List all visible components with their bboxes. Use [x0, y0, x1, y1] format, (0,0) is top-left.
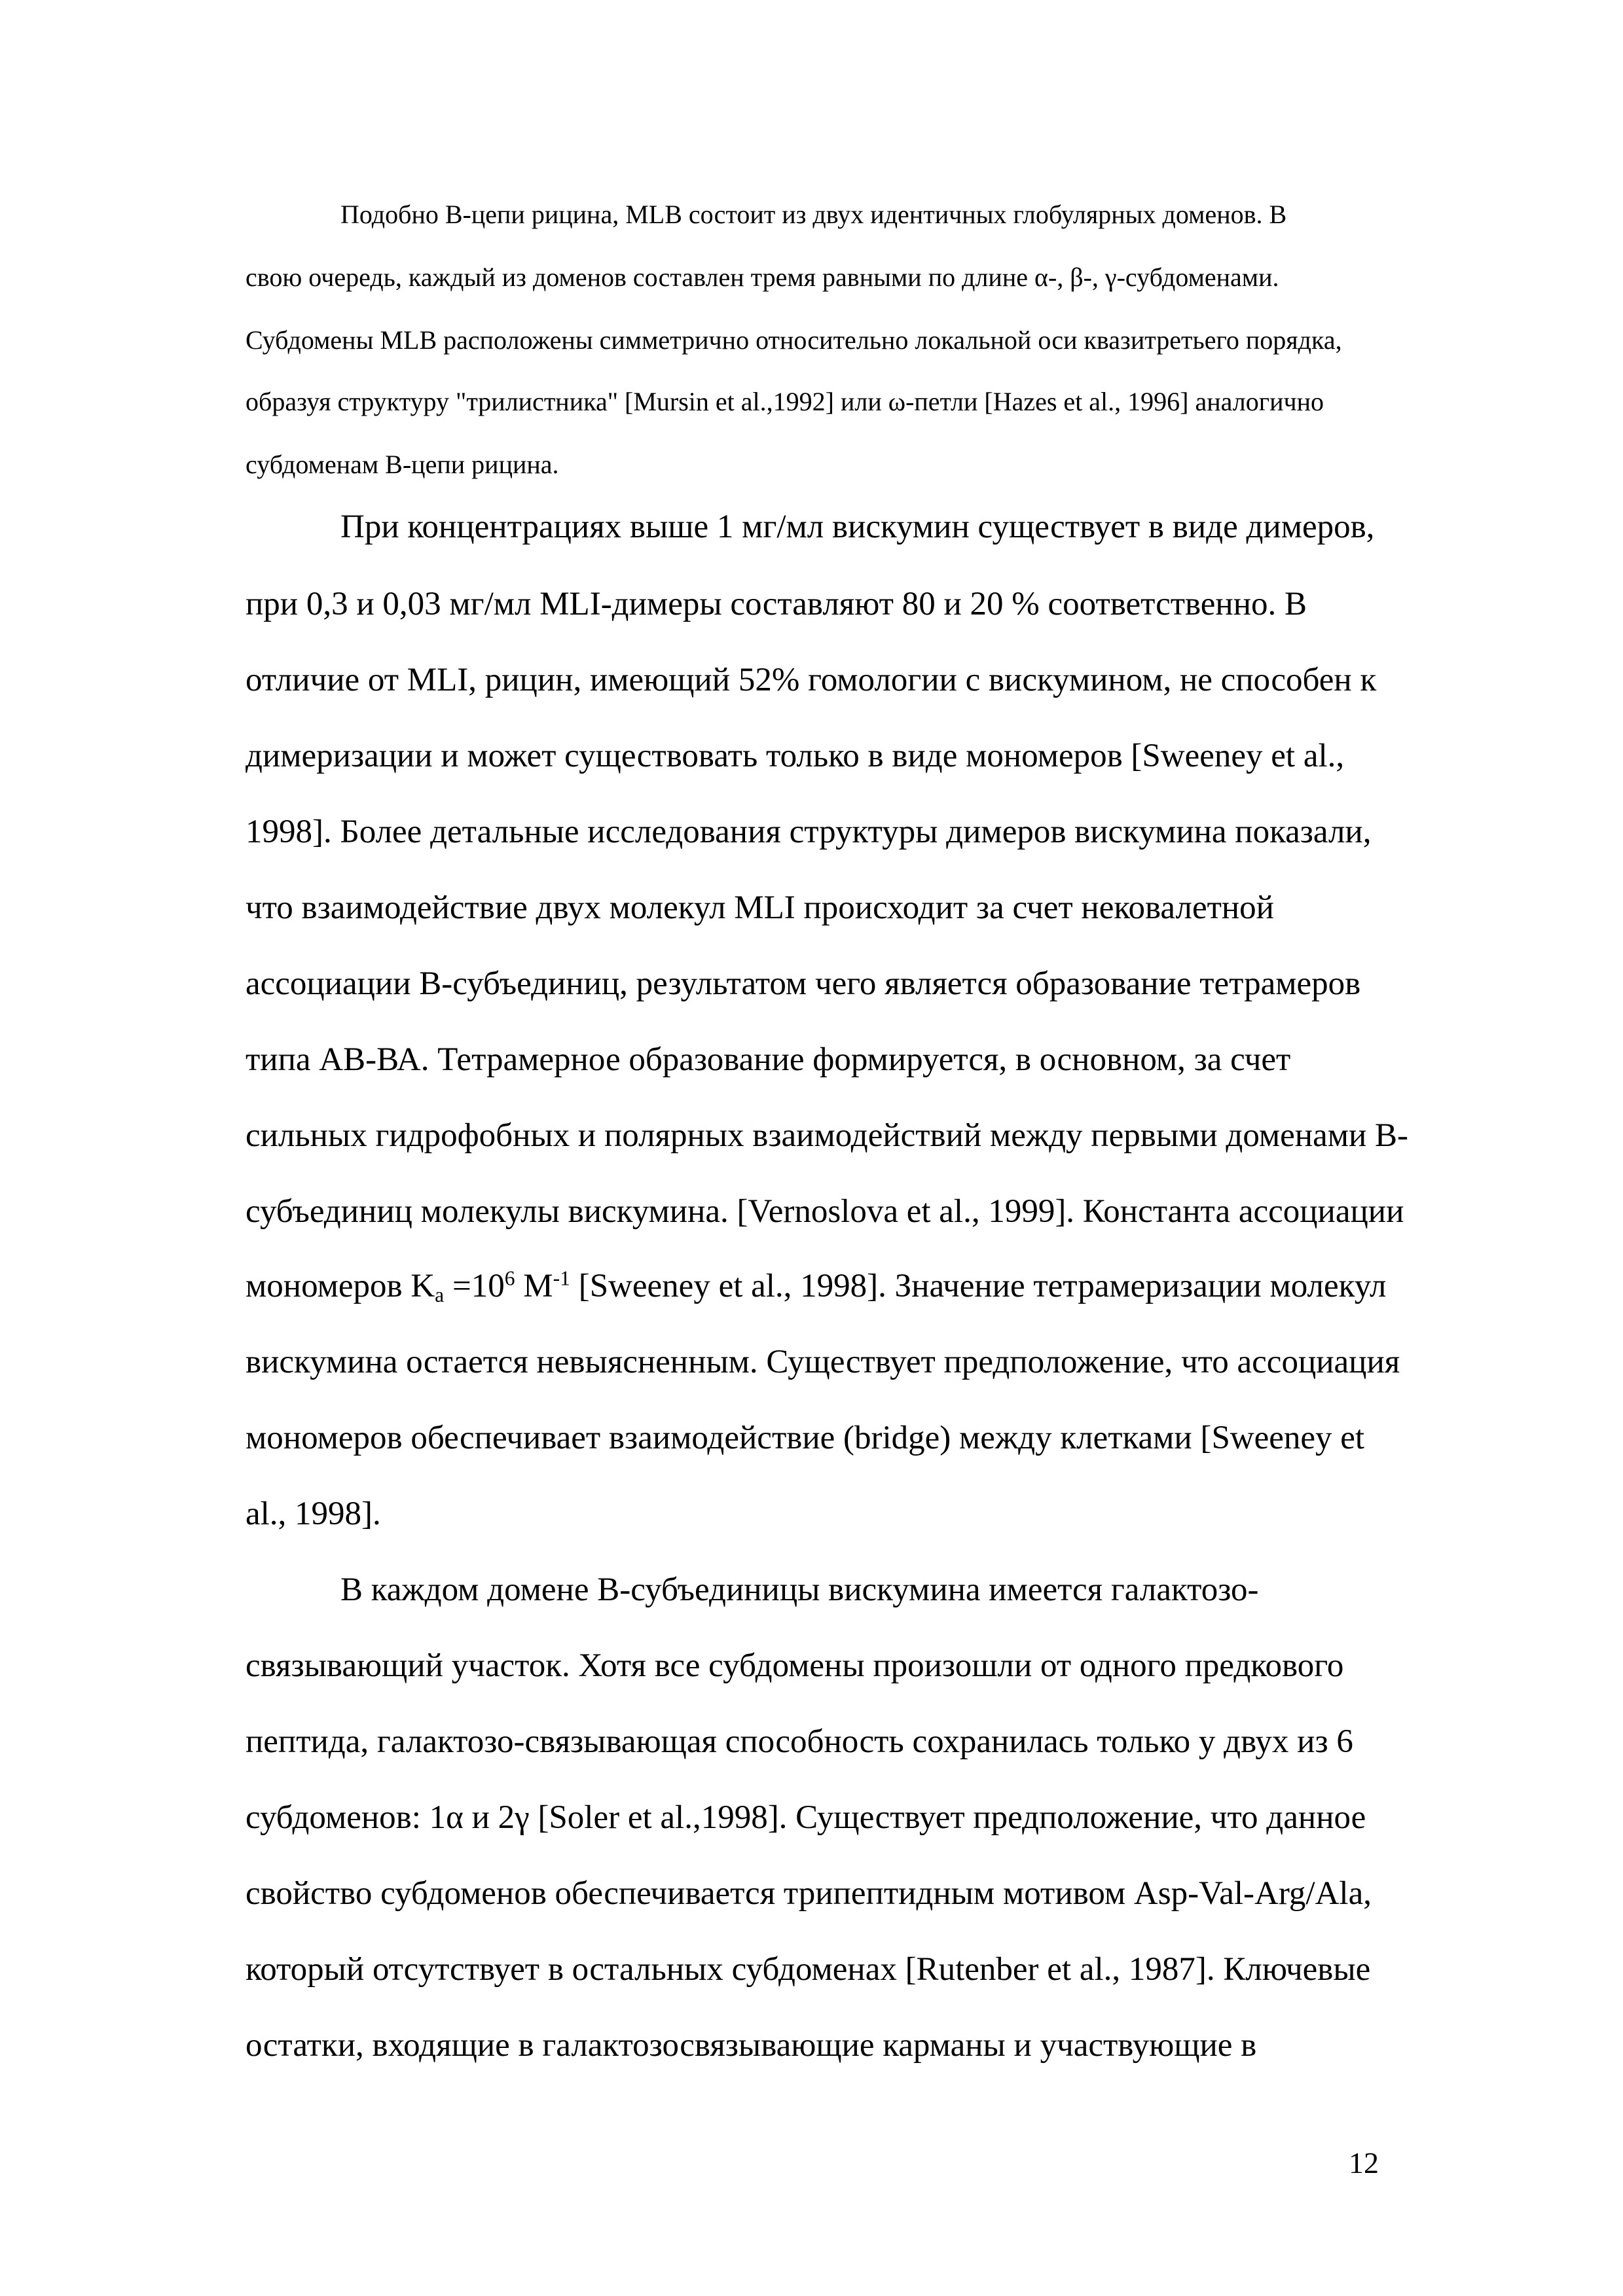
text-line: мономеров обеспечивает взаимодействие (bridge) между клетками [Sweeney et	[246, 1420, 1365, 1456]
text-line: субъединиц молекулы вискумина. [Vernoslova et al., 1999]. Константа ассоциации	[246, 1193, 1404, 1230]
text-line: при 0,3 и 0,03 мг/мл MLI-димеры составляют 80 и 20 % соответственно. В	[246, 586, 1307, 622]
text-line: типа АВ-ВА. Тетрамерное образование формируется, в основном, за счет	[246, 1041, 1291, 1078]
text-line: связывающий участок. Хотя все субдомены произошли от одного предкового	[246, 1647, 1344, 1684]
text-line: свою очередь, каждый из доменов составлен тремя равными по длине α-, β-, γ-субдоменами.	[246, 262, 1279, 292]
text-line: свойство субдоменов обеспечивается трипептидным мотивом Asp-Val-Arg/Ala,	[246, 1875, 1372, 1912]
equation-equals: =10	[444, 1268, 505, 1304]
text-line: субдоменов: 1α и 2γ [Soler et al.,1998]. Существует предположение, что данное	[246, 1799, 1366, 1836]
text-line: сильных гидрофобных и полярных взаимодействий между первыми доменами В-	[246, 1117, 1409, 1154]
text-line: 1998]. Более детальные исследования структуры димеров вискумина показали,	[246, 814, 1372, 850]
text-line: который отсутствует в остальных субдоменах [Rutenber et al., 1987]. Ключевые	[246, 1951, 1371, 1988]
text-line: В каждом домене В-субъединицы вискумина имеется галактозо-	[340, 1571, 1259, 1608]
text-line: что взаимодействие двух молекул MLI происходит за счет нековалетной	[246, 889, 1274, 926]
text-line: Подобно В-цепи рицина, MLB состоит из двух идентичных глобулярных доменов. В	[340, 200, 1287, 229]
text-line: al., 1998].	[246, 1496, 381, 1532]
text-line: При концентрациях выше 1 мг/мл вискумин существует в виде димеров,	[340, 509, 1375, 545]
text-line: образуя структуру "трилистника" [Mursin et al.,1992] или ω-петли [Hazes et al., 1996] аналогично	[246, 387, 1324, 416]
text-line: пептида, галактозо-связывающая способность сохранилась только у двух из 6	[246, 1723, 1353, 1760]
text-line: субдоменам В-цепи рицина.	[246, 450, 559, 479]
text-line: вискумина остается невыясненным. Существует предположение, что ассоциация	[246, 1344, 1400, 1380]
page-number: 12	[1349, 2146, 1379, 2179]
equation-prefix: мономеров K	[246, 1268, 435, 1304]
equation-exponent: 6	[504, 1266, 515, 1290]
equation-unit: M	[515, 1268, 553, 1304]
equation-subscript: a	[435, 1283, 445, 1306]
text-line: ассоциации В-субъединиц, результатом чего является образование тетрамеров	[246, 965, 1361, 1002]
text-line: димеризации и может существовать только в виде мономеров [Sweeney et al.,	[246, 738, 1345, 774]
text-line: Субдомены MLB расположены симметрично относительно локальной оси квазитретьего порядка,	[246, 325, 1342, 355]
text-line: отличие от MLI, рицин, имеющий 52% гомологии с вискумином, не способен к	[246, 662, 1377, 698]
equation-unit-exponent: -1	[553, 1266, 570, 1290]
equation-suffix: [Sweeney et al., 1998]. Значение тетрамеризации молекул	[570, 1268, 1387, 1304]
equation-line	[246, 1266, 1387, 1306]
text-line: остатки, входящие в галактозосвязывающие карманы и участвующие в	[246, 2027, 1257, 2064]
